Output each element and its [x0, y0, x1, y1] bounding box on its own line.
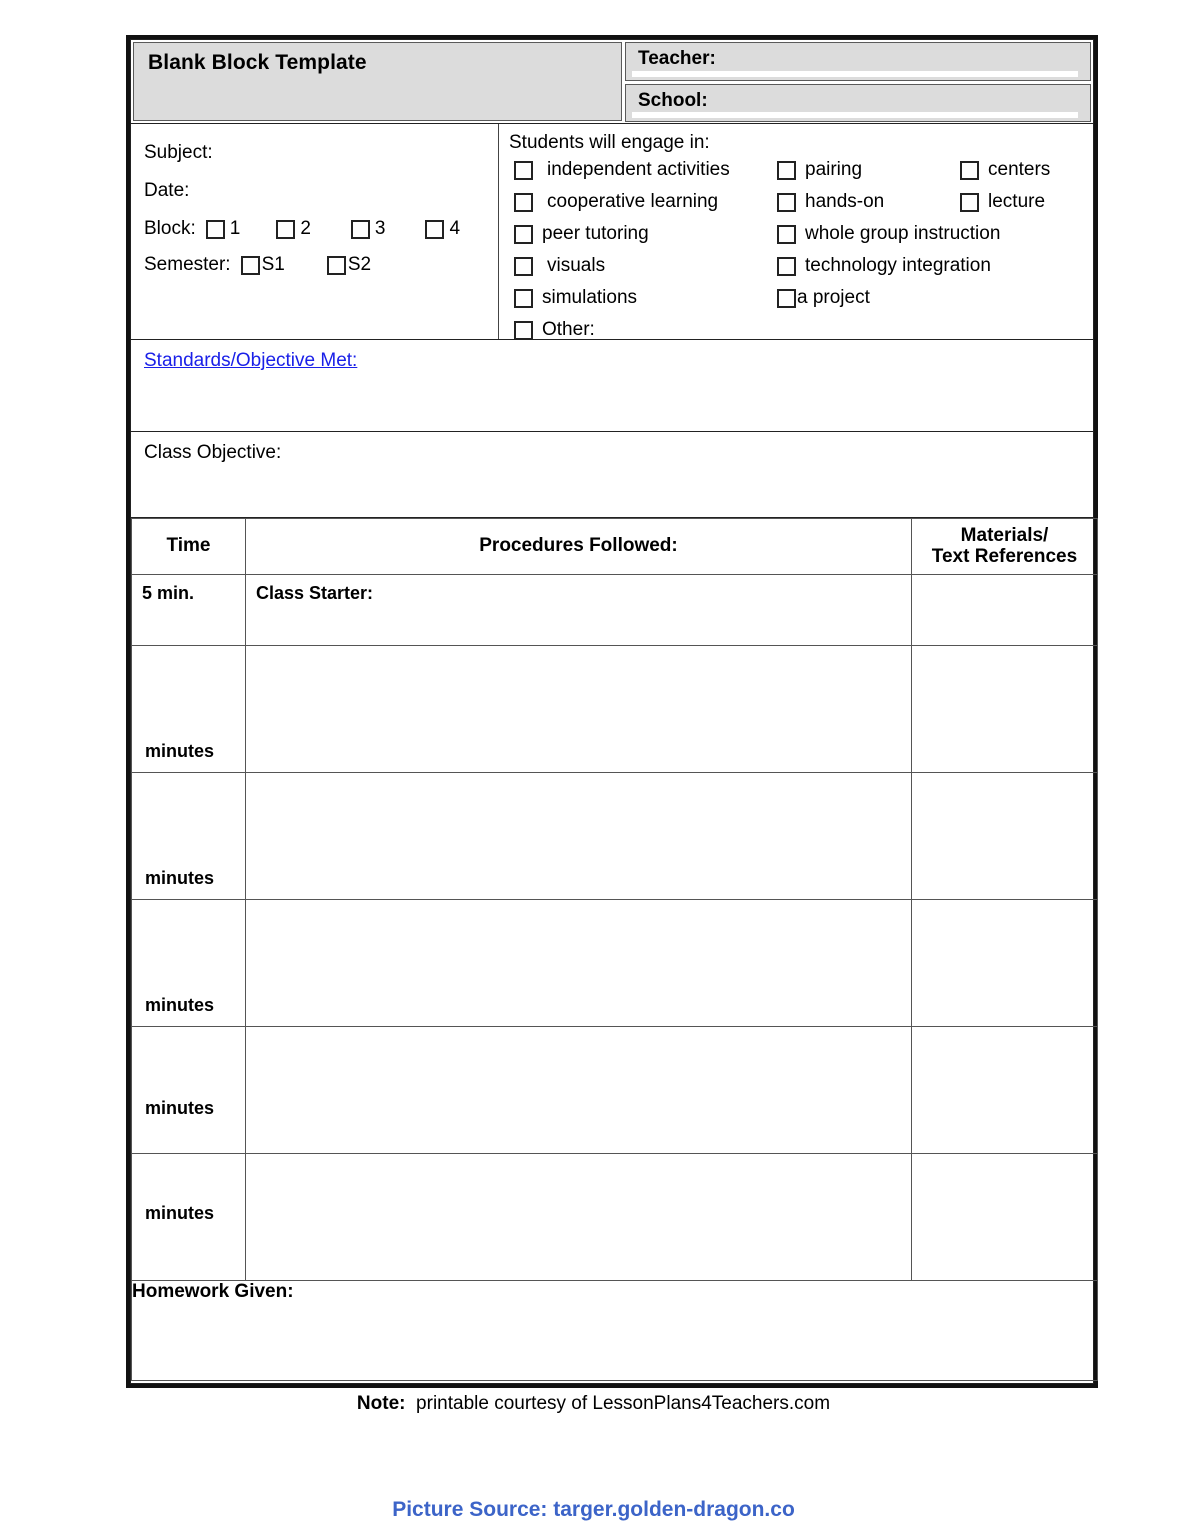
document-header — [131, 40, 1093, 124]
homework-label: Homework Given: — [132, 1280, 294, 1302]
table-row — [132, 574, 1098, 645]
table-row — [132, 1026, 1098, 1153]
checkbox-icon[interactable] — [241, 256, 260, 275]
engage-peer-tutoring[interactable] — [514, 223, 649, 245]
checkbox-icon[interactable] — [206, 220, 225, 239]
column-header-materials — [912, 519, 1098, 575]
engage-technology-integration[interactable] — [777, 255, 991, 277]
checkbox-icon[interactable] — [960, 193, 979, 212]
row-procedure-cell[interactable] — [246, 899, 912, 1026]
subject-field[interactable]: Subject: — [144, 142, 213, 163]
row-time-label: minutes — [145, 1097, 215, 1118]
school-label: School: — [638, 89, 708, 111]
engage-label: hands-on — [805, 191, 885, 212]
engage-independent-activities[interactable] — [514, 159, 730, 181]
engagement-title: Students will engage in: — [509, 132, 710, 153]
homework-cell[interactable] — [132, 1280, 1098, 1380]
engage-label: a project — [797, 287, 870, 308]
checkbox-icon[interactable] — [777, 161, 796, 180]
row-procedure-cell[interactable] — [246, 1153, 912, 1280]
row-materials-cell[interactable] — [912, 1153, 1098, 1280]
engage-label: cooperative learning — [547, 191, 719, 212]
column-header-procedures: Procedures Followed: — [246, 519, 912, 575]
table-row — [132, 1153, 1098, 1280]
engage-label: simulations — [542, 287, 638, 308]
teacher-label: Teacher: — [638, 48, 716, 69]
row-materials-cell[interactable] — [912, 574, 1098, 645]
page-title: Blank Block Template — [148, 51, 367, 74]
semester-row — [144, 254, 498, 276]
row-time-label: minutes — [145, 1202, 215, 1223]
standards-objective-link[interactable]: Standards/Objective Met: — [144, 350, 358, 371]
engage-whole-group-instruction[interactable] — [777, 223, 1000, 245]
semester-option-s1[interactable] — [241, 254, 285, 276]
checkbox-icon[interactable] — [777, 289, 796, 308]
block-row — [144, 218, 498, 240]
checkbox-icon[interactable] — [425, 220, 444, 239]
row-procedure-cell[interactable] — [246, 574, 912, 645]
engage-label: lecture — [988, 191, 1046, 212]
table-row — [132, 899, 1098, 1026]
block-option-3[interactable] — [351, 218, 386, 240]
row-time-cell[interactable] — [132, 1026, 246, 1153]
school-write-line — [632, 112, 1078, 118]
engage-label: Other: — [542, 319, 595, 340]
row-materials-cell[interactable] — [912, 645, 1098, 772]
engage-label: independent activities — [547, 159, 730, 180]
engage-label: centers — [988, 159, 1051, 180]
semester-label: Semester: — [144, 254, 231, 275]
info-row — [131, 124, 1093, 340]
standards-section[interactable] — [131, 340, 1093, 432]
teacher-field[interactable] — [625, 42, 1091, 81]
checkbox-icon[interactable] — [276, 220, 295, 239]
row-procedure-cell[interactable] — [246, 645, 912, 772]
engage-cooperative-learning[interactable] — [514, 191, 718, 213]
materials-line-1: Materials/ — [960, 525, 1049, 546]
block-option-2[interactable] — [276, 218, 311, 240]
checkbox-icon[interactable] — [351, 220, 370, 239]
footer-note-label: Note: — [356, 1393, 406, 1414]
column-header-time: Time — [132, 519, 246, 575]
table-header-row — [132, 519, 1098, 575]
engage-pairing[interactable] — [777, 159, 862, 181]
engage-centers[interactable] — [960, 159, 1050, 181]
table-row — [132, 772, 1098, 899]
checkbox-icon[interactable] — [514, 161, 533, 180]
row-time-cell[interactable] — [132, 772, 246, 899]
row-procedure-cell[interactable] — [246, 772, 912, 899]
checkbox-icon[interactable] — [777, 225, 796, 244]
procedures-table — [131, 518, 1098, 1381]
footer-note-text: printable courtesy of LessonPlans4Teachers.com — [416, 1393, 831, 1414]
block-option-3-label: 3 — [374, 218, 386, 239]
engage-lecture[interactable] — [960, 191, 1045, 213]
row-time-cell[interactable] — [132, 645, 246, 772]
semester-option-s2-label: S2 — [347, 254, 372, 275]
table-row — [132, 645, 1098, 772]
engage-hands-on[interactable] — [777, 191, 884, 213]
row-time-cell[interactable] — [132, 574, 246, 645]
row-time-label: 5 min. — [142, 582, 195, 603]
checkbox-icon[interactable] — [777, 193, 796, 212]
checkbox-icon[interactable] — [514, 193, 533, 212]
class-starter-label: Class Starter: — [256, 582, 374, 603]
engage-visuals[interactable] — [514, 255, 605, 277]
school-field[interactable] — [625, 84, 1091, 123]
class-info-panel — [131, 124, 499, 339]
row-materials-cell[interactable] — [912, 899, 1098, 1026]
teacher-write-line — [632, 71, 1078, 77]
block-option-2-label: 2 — [300, 218, 311, 239]
checkbox-icon[interactable] — [777, 257, 796, 276]
class-objective-label: Class Objective: — [144, 442, 282, 463]
checkbox-icon[interactable] — [960, 161, 979, 180]
engage-label: pairing — [805, 159, 863, 180]
title-cell — [133, 42, 622, 121]
picture-source-caption: Picture Source: targer.golden-dragon.co — [392, 1498, 795, 1521]
row-time-cell[interactable] — [132, 899, 246, 1026]
materials-line-2: Text References — [931, 546, 1078, 568]
homework-row — [132, 1280, 1098, 1380]
engage-simulations[interactable] — [514, 287, 637, 309]
block-option-4-label: 4 — [449, 218, 461, 239]
block-option-1-label: 1 — [229, 218, 241, 239]
row-time-label: minutes — [145, 740, 215, 761]
engage-label: peer tutoring — [542, 223, 649, 244]
semester-option-s2[interactable] — [327, 254, 371, 276]
block-label: Block: — [144, 218, 196, 239]
row-time-label: minutes — [145, 994, 215, 1015]
row-materials-cell[interactable] — [912, 772, 1098, 899]
checkbox-icon[interactable] — [514, 321, 533, 340]
semester-option-s1-label: S1 — [261, 254, 285, 275]
date-field[interactable]: Date: — [144, 180, 190, 201]
row-materials-cell[interactable] — [912, 1026, 1098, 1153]
checkbox-icon[interactable] — [514, 289, 533, 308]
engage-other[interactable] — [514, 319, 595, 341]
document-inner-border — [130, 39, 1094, 1384]
block-option-1[interactable] — [206, 218, 241, 240]
engage-a-project[interactable] — [777, 287, 870, 309]
class-objective-section[interactable] — [131, 432, 1093, 518]
engage-label: whole group instruction — [805, 223, 1001, 244]
checkbox-icon[interactable] — [327, 256, 346, 275]
header-right-column — [624, 40, 1093, 123]
engage-label: visuals — [547, 255, 606, 276]
block-option-4[interactable] — [425, 218, 460, 240]
checkbox-icon[interactable] — [514, 257, 533, 276]
lesson-plan-document — [126, 35, 1098, 1388]
footer-note — [0, 1393, 1187, 1415]
row-time-label: minutes — [145, 867, 215, 888]
engagement-panel — [499, 124, 1093, 339]
row-procedure-cell[interactable] — [246, 1026, 912, 1153]
checkbox-icon[interactable] — [514, 225, 533, 244]
engage-label: technology integration — [805, 255, 991, 276]
row-time-cell[interactable] — [132, 1153, 246, 1280]
